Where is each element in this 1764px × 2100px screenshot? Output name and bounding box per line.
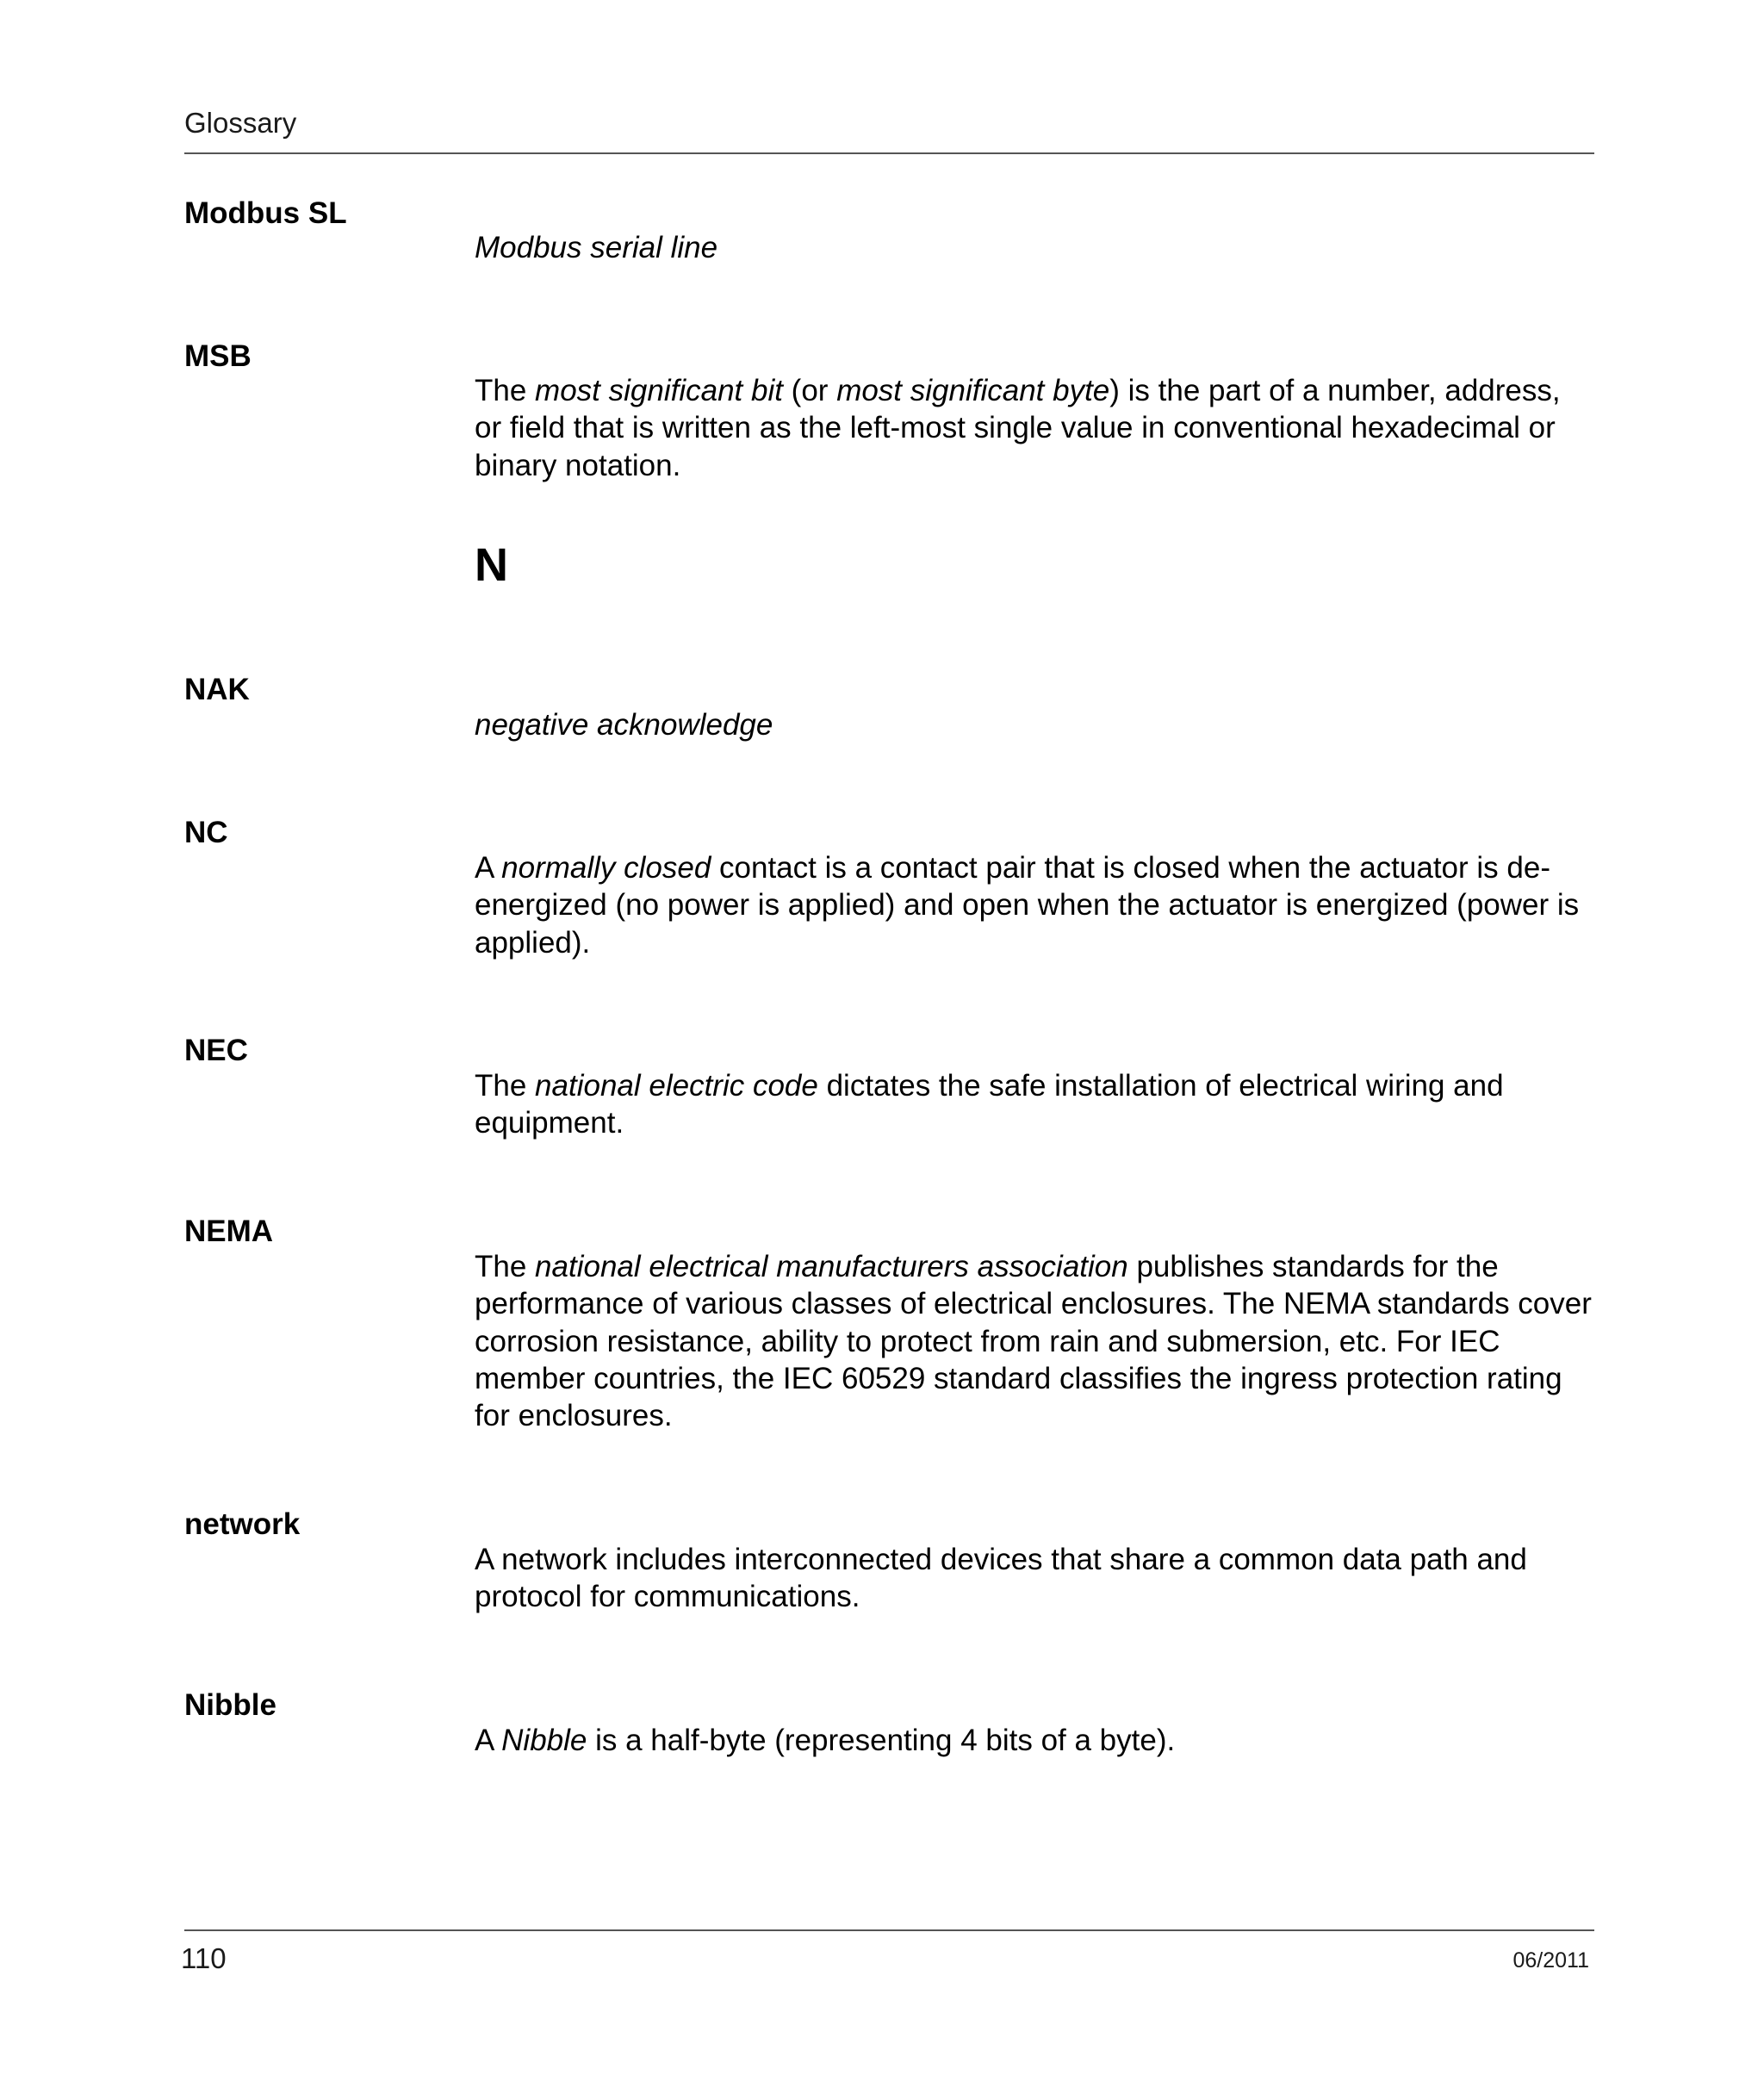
- definition-text: A: [475, 851, 502, 885]
- header-rule: [184, 152, 1594, 154]
- definition-italic-text: Nibble: [501, 1724, 587, 1757]
- glossary-term: NEC: [184, 1034, 248, 1067]
- glossary-term: network: [184, 1507, 301, 1541]
- definition-text: A: [475, 1724, 502, 1757]
- definition-text: is a half-byte (representing 4 bits of a byte).: [587, 1724, 1176, 1757]
- glossary-term: Nibble: [184, 1688, 276, 1722]
- glossary-definition: [475, 1541, 1594, 1616]
- definition-italic-text: national electrical manufacturers association: [535, 1250, 1128, 1283]
- section-letter-heading: N: [475, 539, 508, 591]
- glossary-definition: [475, 1067, 1594, 1142]
- footer-rule: [184, 1929, 1594, 1931]
- definition-text: The: [475, 374, 536, 407]
- publication-date: 06/2011: [1512, 1948, 1589, 1973]
- definition-italic-text: most significant bit: [535, 374, 783, 407]
- definition-italic-text: most significant byte: [836, 374, 1110, 407]
- running-header: Glossary: [184, 107, 297, 139]
- glossary-term: MSB: [184, 339, 252, 373]
- glossary-definition: [475, 1722, 1594, 1759]
- glossary-definition: [475, 706, 1594, 743]
- definition-text: A network includes interconnected devices that share a common data path and protocol for communications.: [475, 1543, 1527, 1614]
- glossary-definition: [475, 1248, 1594, 1434]
- glossary-definition: [475, 229, 1594, 266]
- definition-text: publishes standards for the performance of various classes of electrical enclosures. The NEMA standards cover corrosion resistance, ability to protect from rain and submersion, etc. For IEC member countries, the IEC 60529 standard classifies the ingress protection rating for enclosures.: [475, 1250, 1592, 1433]
- glossary-term: Modbus SL: [184, 196, 347, 230]
- definition-text: contact is a contact pair that is closed when the actuator is de-energized (no power is applied) and open when the actuator is energized (power is applied).: [475, 851, 1580, 960]
- definition-text: dictates the safe installation of electrical wiring and equipment.: [475, 1069, 1504, 1140]
- definition-text: The: [475, 1250, 536, 1283]
- glossary-definition: [475, 849, 1594, 961]
- definition-text: (or: [782, 374, 837, 407]
- definition-italic-text: normally closed: [501, 851, 711, 885]
- definition-text: ) is the part of a number, address, or field that is written as the left-most single value in conventional hexadecimal or binary notation.: [475, 374, 1561, 482]
- glossary-definition: [475, 372, 1594, 484]
- glossary-term: NAK: [184, 673, 250, 706]
- definition-italic-text: negative acknowledge: [475, 708, 773, 742]
- glossary-term: NEMA: [184, 1215, 274, 1248]
- definition-italic-text: Modbus serial line: [475, 231, 718, 264]
- glossary-term: NC: [184, 816, 228, 849]
- definition-text: The: [475, 1069, 536, 1103]
- definition-italic-text: national electric code: [535, 1069, 818, 1103]
- page-number: 110: [181, 1942, 227, 1974]
